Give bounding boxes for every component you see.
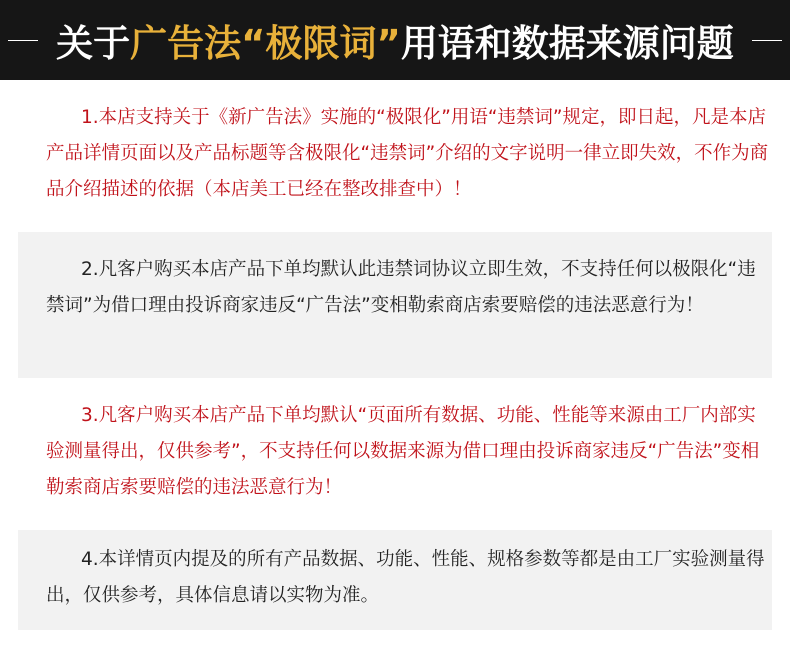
notice-text-4: 4.本详情页内提及的所有产品数据、功能、性能、规格参数等都是由工厂实验测量得出，仅供参考，具体信息请以实物为准。 xyxy=(46,549,765,606)
notice-text-2: 2.凡客户购买本店产品下单均默认此违禁词协议立即生效，不支持任何以极限化“违禁词”为借口理由投诉商家违反“广告法”变相勒索商店索要赔偿的违法恶意行为！ xyxy=(46,259,756,316)
notice-section-3 xyxy=(18,384,772,522)
title-highlight: 广告法“极限词” xyxy=(130,22,401,65)
header-banner xyxy=(0,0,790,80)
header-right-rule xyxy=(752,40,782,41)
title-suffix: 用语和数据来源问题 xyxy=(400,22,734,65)
notice-text-1: 1.本店支持关于《新广告法》实施的“极限化”用语“违禁词”规定，即日起，凡是本店产品详情页面以及产品标题等含极限化“违禁词”介绍的文字说明一律立即失效，不作为商品介绍描述的依据（本店美工已经在整改排查中）！ xyxy=(46,107,769,200)
page-title xyxy=(56,13,734,67)
notice-section-2 xyxy=(18,232,772,378)
header-left-rule xyxy=(8,40,38,41)
notice-section-1 xyxy=(18,88,772,220)
notice-section-4 xyxy=(18,530,772,630)
notice-text-3: 3.凡客户购买本店产品下单均默认“页面所有数据、功能、性能等来源由工厂内部实验测量得出，仅供参考”，不支持任何以数据来源为借口理由投诉商家违反“广告法”变相勒索商店索要赔偿的违法恶意行为！ xyxy=(46,405,760,498)
title-prefix: 关于 xyxy=(56,22,131,65)
